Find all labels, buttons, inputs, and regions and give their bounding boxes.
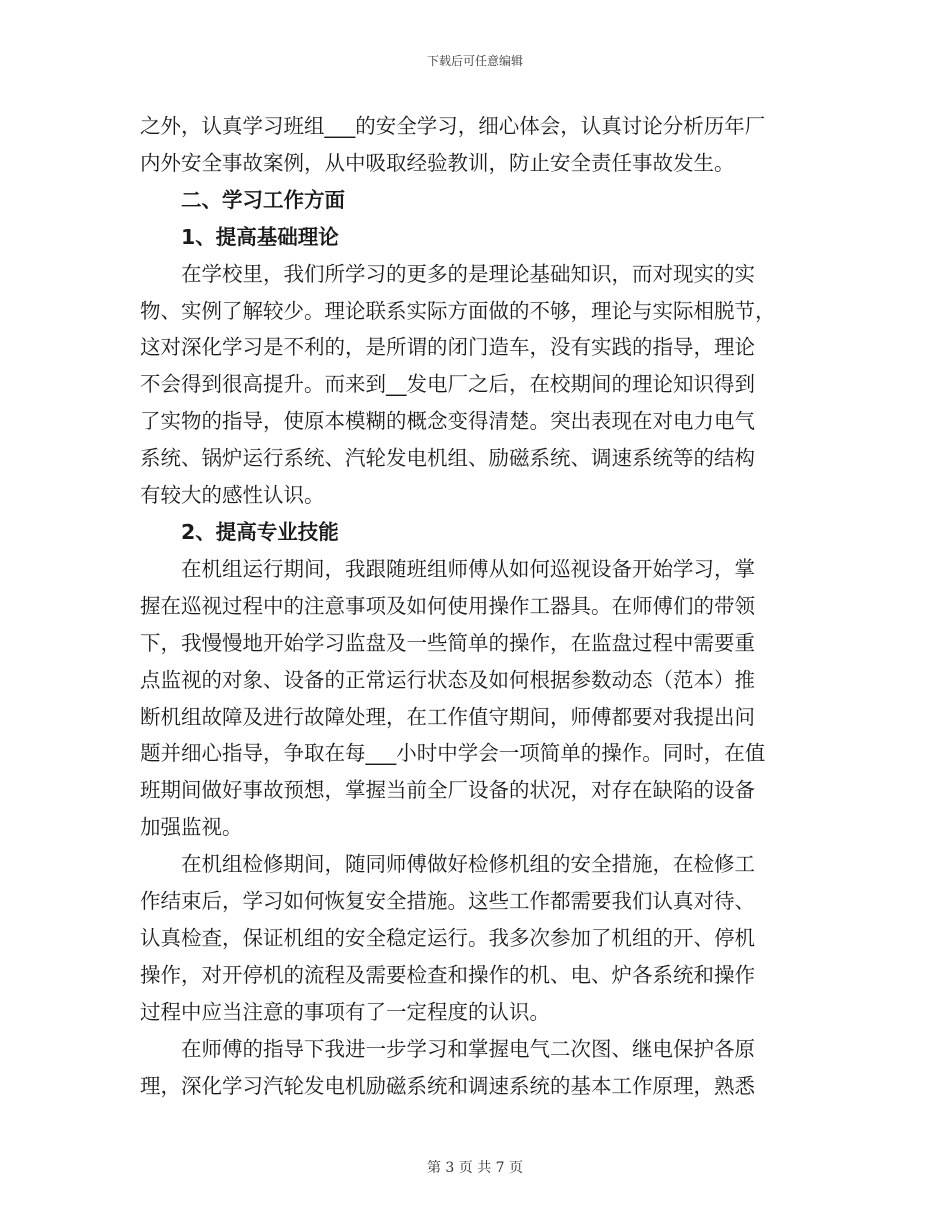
paragraph-line: 物、实例了解较少。理论联系实际方面做的不够，理论与实际相脱节， <box>140 298 776 323</box>
document-body <box>140 108 805 1104</box>
paragraph-line: 之外，认真学习班组___的安全学习，细心体会，认真讨论分析历年厂 <box>140 114 766 138</box>
paragraph-line: 班期间做好事故预想，掌握当前全厂设备的状况，对存在缺陷的设备 <box>140 778 755 803</box>
body-paragraph <box>140 1031 805 1105</box>
page-header: 下载后可任意编辑 <box>426 54 523 68</box>
paragraph-line: 题并细心指导，争取在每___小时中学会一项简单的操作。同时，在值 <box>140 741 766 766</box>
body-paragraph <box>140 256 805 514</box>
paragraph-line: 这对深化学习是不利的，是所谓的闭门造车，没有实践的指导，理论 <box>140 335 755 360</box>
paragraph-line: 不会得到很高提升。而来到__发电厂之后，在校期间的理论知识得到 <box>140 372 755 397</box>
paragraph-line: 认真检查，保证机组的安全稳定运行。我多次参加了机组的开、停机 <box>140 925 755 950</box>
paragraph-line: 握在巡视过程中的注意事项及如何使用操作工器具。在师傅们的带领 <box>140 593 755 618</box>
body-paragraph <box>140 551 805 846</box>
paragraph-line: 作结束后，学习如何恢复安全措施。这些工作都需要我们认真对待、 <box>140 889 755 914</box>
paragraph-line: 理，深化学习汽轮发电机励磁系统和调速系统的基本工作原理，熟悉 <box>140 1073 755 1098</box>
paragraph-line: 加强监视。 <box>140 815 243 840</box>
paragraph-line: 了实物的指导，使原本模糊的概念变得清楚。突出表现在对电力电气 <box>140 409 755 434</box>
paragraph-line: 系统、锅炉运行系统、汽轮发电机组、励磁系统、调速系统等的结构 <box>140 446 755 471</box>
paragraph-line: 断机组故障及进行故障处理，在工作值守期间，师傅都要对我提出问 <box>140 704 755 729</box>
section-heading: 2、提高专业技能 <box>181 519 339 544</box>
page-footer: 第 3 页 共 7 页 <box>426 1160 524 1176</box>
body-paragraph <box>140 108 805 182</box>
paragraph-line: 操作，对开停机的流程及需要检查和操作的机、电、炉各系统和操作 <box>140 962 755 987</box>
paragraph-line: 内外安全事故案例，从中吸取经验教训，防止安全责任事故发生。 <box>140 150 735 175</box>
paragraph-line: 过程中应当注意的事项有了一定程度的认识。 <box>140 999 550 1024</box>
section-heading: 1、提高基础理论 <box>181 224 339 249</box>
paragraph-line: 在机组检修期间，随同师傅做好检修机组的安全措施，在检修工 <box>181 852 755 877</box>
paragraph-line: 在学校里，我们所学习的更多的是理论基础知识，而对现实的实 <box>181 261 755 286</box>
body-paragraph <box>140 846 805 1031</box>
paragraph-line: 点监视的对象、设备的正常运行状态及如何根据参数动态（范本）推 <box>140 667 755 692</box>
section-heading: 二、学习工作方面 <box>181 187 345 212</box>
paragraph-line: 在机组运行期间，我跟随班组师傅从如何巡视设备开始学习，掌 <box>181 556 755 581</box>
paragraph-line: 下，我慢慢地开始学习监盘及一些简单的操作，在监盘过程中需要重 <box>140 630 755 655</box>
paragraph-line: 有较大的感性认识。 <box>140 483 325 508</box>
paragraph-line: 在师傅的指导下我进一步学习和掌握电气二次图、继电保护各原 <box>181 1036 755 1061</box>
